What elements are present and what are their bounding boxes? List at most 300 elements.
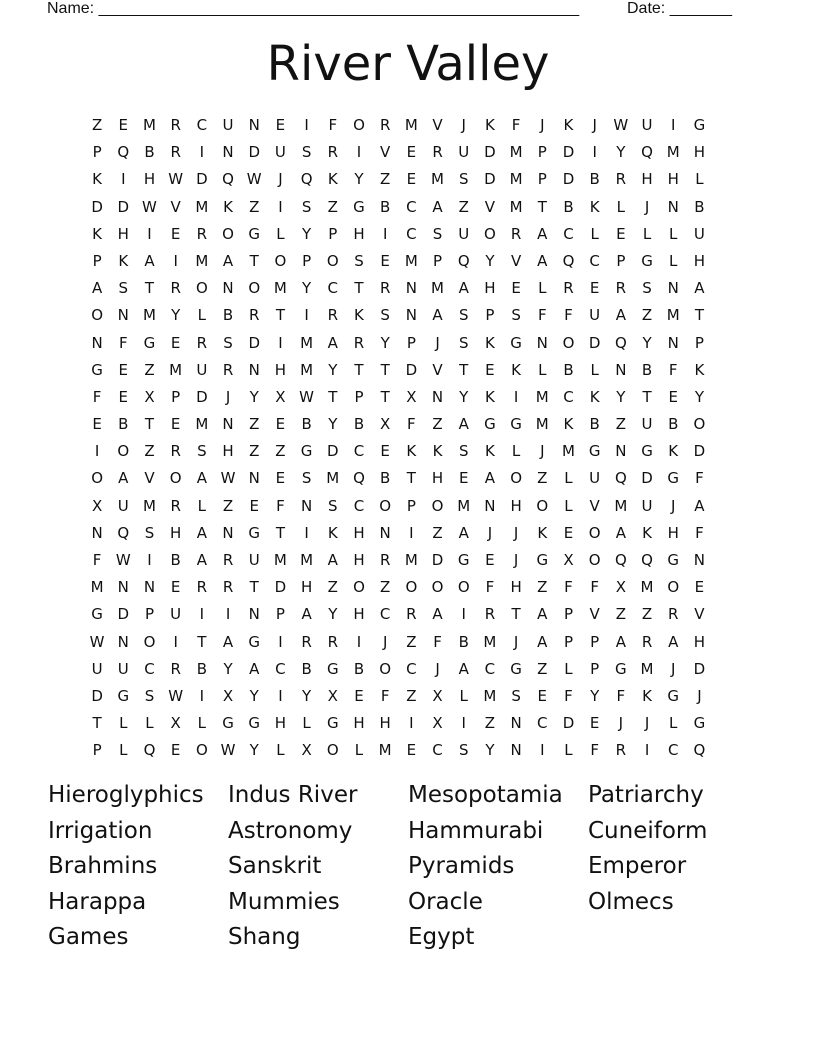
grid-cell[interactable]: H (143, 170, 156, 189)
grid-cell[interactable]: G (693, 116, 706, 134)
grid-cell[interactable]: M (195, 197, 209, 216)
grid-cell[interactable]: Z (222, 496, 234, 515)
grid-cell[interactable]: E (406, 143, 417, 162)
grid-cell[interactable]: G (248, 523, 261, 542)
grid-cell[interactable]: S (301, 469, 312, 488)
grid-cell[interactable]: Q (614, 333, 627, 352)
grid-cell[interactable]: S (511, 686, 521, 705)
grid-cell[interactable]: D (431, 551, 444, 569)
grid-cell[interactable]: K (432, 442, 443, 461)
grid-cell[interactable]: R (170, 116, 181, 134)
grid-cell[interactable]: S (511, 306, 521, 325)
grid-cell[interactable]: G (326, 714, 339, 733)
grid-cell[interactable]: L (642, 224, 652, 243)
grid-cell[interactable]: G (667, 551, 680, 569)
grid-cell[interactable]: Z (327, 578, 338, 597)
grid-cell[interactable]: H (510, 578, 522, 597)
grid-cell[interactable]: O (667, 578, 680, 597)
grid-cell[interactable]: K (484, 387, 495, 406)
grid-cell[interactable]: P (616, 251, 626, 270)
grid-cell[interactable]: I (199, 143, 205, 162)
grid-cell[interactable]: V (432, 360, 443, 379)
grid-cell[interactable]: N (91, 333, 103, 352)
grid-cell[interactable]: S (380, 306, 390, 325)
grid-cell[interactable]: S (458, 306, 469, 325)
grid-cell[interactable]: D (327, 442, 339, 461)
grid-cell[interactable]: P (328, 224, 338, 243)
grid-cell[interactable]: G (510, 415, 522, 434)
grid-cell[interactable]: P (92, 251, 102, 270)
grid-cell[interactable]: N (248, 116, 260, 134)
grid-cell[interactable]: G (588, 442, 601, 461)
grid-cell[interactable]: U (117, 659, 129, 678)
grid-cell[interactable]: O (431, 496, 444, 515)
grid-cell[interactable]: N (222, 279, 234, 298)
grid-cell[interactable]: T (275, 306, 285, 325)
grid-cell[interactable]: M (378, 741, 392, 760)
grid-cell[interactable]: D (196, 387, 208, 406)
grid-cell[interactable]: K (484, 116, 495, 134)
grid-cell[interactable]: X (275, 387, 286, 406)
grid-cell[interactable]: R (170, 279, 181, 298)
grid-cell[interactable]: I (461, 605, 466, 624)
grid-cell[interactable]: P (590, 659, 600, 678)
grid-cell[interactable]: U (248, 551, 260, 569)
grid-cell[interactable]: R (379, 279, 391, 298)
grid-cell[interactable]: D (562, 170, 575, 189)
grid-cell[interactable]: I (671, 116, 676, 134)
grid-cell[interactable]: G (353, 197, 365, 216)
grid-cell[interactable]: Y (249, 387, 259, 406)
grid-cell[interactable]: E (511, 279, 521, 298)
grid-cell[interactable]: Y (642, 333, 652, 352)
grid-cell[interactable]: O (195, 279, 208, 298)
grid-cell[interactable]: W (142, 197, 157, 216)
grid-cell[interactable]: C (379, 605, 391, 624)
grid-cell[interactable]: T (144, 279, 155, 298)
grid-cell[interactable]: J (461, 116, 466, 134)
grid-cell[interactable]: I (304, 116, 309, 134)
grid-cell[interactable]: T (642, 387, 652, 406)
grid-cell[interactable]: A (196, 469, 207, 488)
grid-cell[interactable]: R (406, 605, 417, 624)
grid-cell[interactable]: N (248, 360, 260, 379)
grid-cell[interactable]: V (380, 143, 391, 162)
grid-cell[interactable]: P (537, 143, 547, 162)
grid-cell[interactable]: A (196, 551, 207, 569)
grid-cell[interactable]: G (536, 551, 549, 569)
grid-cell[interactable]: W (89, 632, 105, 651)
grid-cell[interactable]: F (118, 333, 128, 352)
grid-cell[interactable]: C (196, 116, 208, 134)
grid-cell[interactable]: A (196, 523, 207, 542)
grid-cell[interactable]: H (353, 714, 365, 733)
grid-cell[interactable]: H (353, 224, 365, 243)
grid-cell[interactable]: C (353, 442, 365, 461)
grid-cell[interactable]: Z (458, 197, 469, 216)
grid-cell[interactable]: O (353, 578, 365, 597)
grid-cell[interactable]: Z (641, 306, 653, 325)
grid-cell[interactable]: L (590, 224, 599, 243)
grid-cell[interactable]: O (588, 551, 601, 569)
grid-cell[interactable]: D (693, 659, 706, 678)
grid-cell[interactable]: H (274, 714, 287, 733)
grid-cell[interactable]: T (406, 469, 416, 488)
grid-cell[interactable]: A (118, 469, 129, 488)
grid-cell[interactable]: B (694, 197, 705, 216)
grid-cell[interactable]: L (276, 224, 285, 243)
grid-cell[interactable]: S (328, 496, 338, 515)
grid-cell[interactable]: K (223, 197, 233, 216)
grid-cell[interactable]: Q (562, 251, 575, 270)
grid-cell[interactable]: Y (328, 415, 338, 434)
grid-cell[interactable]: M (404, 116, 418, 134)
grid-cell[interactable]: G (667, 469, 680, 488)
grid-cell[interactable]: I (173, 632, 178, 651)
grid-cell[interactable]: N (693, 551, 706, 569)
grid-cell[interactable]: K (92, 224, 103, 243)
grid-cell[interactable]: A (327, 333, 338, 352)
grid-cell[interactable]: J (487, 523, 493, 542)
grid-cell[interactable]: E (380, 442, 390, 461)
grid-cell[interactable]: Z (249, 442, 260, 461)
grid-cell[interactable]: Q (117, 143, 130, 162)
grid-cell[interactable]: Y (590, 686, 600, 705)
grid-cell[interactable]: E (275, 116, 286, 134)
grid-cell[interactable]: G (248, 714, 261, 733)
grid-cell[interactable]: U (458, 143, 470, 162)
grid-cell[interactable]: J (225, 387, 231, 406)
grid-cell[interactable]: W (246, 170, 262, 189)
grid-cell[interactable]: S (458, 333, 469, 352)
grid-cell[interactable]: L (197, 306, 207, 325)
grid-cell[interactable]: C (667, 741, 679, 760)
grid-cell[interactable]: I (513, 387, 519, 406)
grid-cell[interactable]: L (145, 714, 154, 733)
grid-cell[interactable]: B (118, 415, 129, 434)
grid-cell[interactable]: M (300, 333, 314, 352)
grid-cell[interactable]: E (170, 224, 181, 243)
grid-cell[interactable]: J (644, 714, 650, 733)
grid-cell[interactable]: I (94, 442, 100, 461)
grid-cell[interactable]: E (694, 578, 705, 597)
grid-cell[interactable]: E (275, 415, 286, 434)
grid-cell[interactable]: M (483, 686, 497, 705)
grid-cell[interactable]: X (222, 686, 234, 705)
grid-cell[interactable]: K (511, 360, 522, 379)
grid-cell[interactable]: M (169, 360, 183, 379)
grid-cell[interactable]: E (537, 686, 548, 705)
grid-cell[interactable]: M (404, 551, 418, 569)
date-field[interactable]: Date: _______ (627, 0, 732, 17)
grid-cell[interactable]: P (92, 741, 102, 760)
grid-cell[interactable]: M (273, 279, 287, 298)
grid-cell[interactable]: H (222, 442, 234, 461)
grid-cell[interactable]: K (642, 523, 652, 542)
grid-cell[interactable]: C (432, 741, 443, 760)
grid-cell[interactable]: X (380, 415, 391, 434)
grid-cell[interactable]: W (168, 686, 184, 705)
grid-cell[interactable]: O (536, 496, 549, 515)
grid-cell[interactable]: O (353, 116, 365, 134)
grid-cell[interactable]: Z (249, 197, 260, 216)
grid-cell[interactable]: G (667, 686, 680, 705)
grid-cell[interactable]: D (484, 143, 496, 162)
grid-cell[interactable]: O (510, 469, 522, 488)
grid-cell[interactable]: O (693, 415, 706, 434)
grid-cell[interactable]: W (299, 387, 315, 406)
name-field[interactable]: Name: ______________________________________________________ (47, 0, 580, 17)
grid-cell[interactable]: M (640, 578, 654, 597)
grid-cell[interactable]: P (433, 251, 443, 270)
grid-cell[interactable]: K (354, 306, 364, 325)
grid-cell[interactable]: R (379, 551, 391, 569)
grid-cell[interactable]: O (562, 333, 575, 352)
grid-cell[interactable]: B (196, 659, 207, 678)
grid-cell[interactable]: Y (616, 143, 626, 162)
grid-cell[interactable]: G (641, 442, 653, 461)
grid-cell[interactable]: P (563, 605, 573, 624)
grid-cell[interactable]: M (614, 496, 628, 515)
grid-cell[interactable]: R (170, 659, 181, 678)
grid-cell[interactable]: N (117, 632, 129, 651)
grid-cell[interactable]: S (144, 686, 155, 705)
grid-cell[interactable]: U (641, 116, 653, 134)
grid-cell[interactable]: E (170, 415, 181, 434)
grid-cell[interactable]: Q (614, 551, 627, 569)
grid-cell[interactable]: P (590, 632, 600, 651)
grid-cell[interactable]: I (147, 224, 152, 243)
grid-cell[interactable]: E (118, 360, 129, 379)
grid-cell[interactable]: V (589, 496, 600, 515)
grid-cell[interactable]: R (615, 170, 627, 189)
grid-cell[interactable]: J (435, 659, 440, 678)
grid-cell[interactable]: C (589, 251, 600, 270)
grid-cell[interactable]: X (144, 387, 155, 406)
grid-cell[interactable]: U (274, 143, 286, 162)
grid-cell[interactable]: J (513, 632, 519, 651)
grid-cell[interactable]: X (327, 686, 338, 705)
grid-cell[interactable]: A (484, 469, 496, 488)
grid-cell[interactable]: Y (223, 659, 233, 678)
grid-cell[interactable]: Z (484, 714, 496, 733)
grid-cell[interactable]: J (592, 116, 597, 134)
grid-cell[interactable]: O (117, 442, 130, 461)
grid-cell[interactable]: S (197, 442, 207, 461)
grid-cell[interactable]: N (248, 605, 260, 624)
grid-cell[interactable]: R (327, 143, 338, 162)
grid-cell[interactable]: V (484, 197, 496, 216)
grid-cell[interactable]: S (354, 251, 364, 270)
grid-cell[interactable]: Z (249, 415, 260, 434)
grid-cell[interactable]: B (589, 170, 600, 189)
grid-cell[interactable]: G (91, 605, 103, 624)
grid-cell[interactable]: E (92, 415, 102, 434)
grid-cell[interactable]: P (694, 333, 704, 352)
grid-cell[interactable]: L (302, 714, 311, 733)
grid-cell[interactable]: Y (485, 741, 495, 760)
grid-cell[interactable]: L (669, 714, 678, 733)
grid-cell[interactable]: M (90, 578, 104, 597)
grid-cell[interactable]: K (327, 170, 338, 189)
grid-cell[interactable]: K (589, 387, 600, 406)
grid-cell[interactable]: F (616, 686, 626, 705)
grid-cell[interactable]: U (693, 224, 705, 243)
grid-cell[interactable]: Z (327, 197, 338, 216)
grid-cell[interactable]: N (248, 469, 260, 488)
grid-cell[interactable]: T (354, 279, 364, 298)
grid-cell[interactable]: J (644, 197, 650, 216)
grid-cell[interactable]: H (431, 469, 444, 488)
grid-cell[interactable]: Z (380, 170, 391, 189)
grid-cell[interactable]: O (91, 306, 103, 325)
grid-cell[interactable]: B (589, 415, 600, 434)
grid-cell[interactable]: H (510, 496, 522, 515)
grid-cell[interactable]: I (409, 714, 414, 733)
grid-cell[interactable]: N (222, 523, 234, 542)
grid-cell[interactable]: L (197, 714, 207, 733)
grid-cell[interactable]: E (170, 333, 181, 352)
grid-cell[interactable]: Y (354, 170, 364, 189)
grid-cell[interactable]: M (509, 197, 523, 216)
grid-cell[interactable]: H (274, 360, 287, 379)
grid-cell[interactable]: H (693, 632, 706, 651)
grid-cell[interactable]: R (170, 143, 181, 162)
grid-cell[interactable]: L (119, 741, 128, 760)
grid-cell[interactable]: L (564, 469, 573, 488)
grid-cell[interactable]: R (222, 551, 234, 569)
grid-cell[interactable]: I (592, 143, 597, 162)
grid-cell[interactable]: N (222, 415, 234, 434)
grid-cell[interactable]: D (248, 333, 260, 352)
grid-cell[interactable]: D (91, 197, 103, 216)
grid-cell[interactable]: O (169, 469, 182, 488)
grid-cell[interactable]: X (91, 496, 103, 515)
grid-cell[interactable]: K (563, 415, 574, 434)
grid-cell[interactable]: S (458, 170, 469, 189)
grid-cell[interactable]: P (92, 143, 102, 162)
grid-cell[interactable]: I (382, 224, 388, 243)
grid-cell[interactable]: P (406, 333, 416, 352)
grid-cell[interactable]: E (118, 116, 129, 134)
grid-cell[interactable]: M (431, 170, 444, 189)
grid-cell[interactable]: M (300, 551, 314, 569)
grid-cell[interactable]: H (353, 551, 365, 569)
grid-cell[interactable]: B (641, 360, 653, 379)
grid-cell[interactable]: K (589, 197, 600, 216)
grid-cell[interactable]: Q (641, 143, 653, 162)
grid-cell[interactable]: H (641, 170, 653, 189)
grid-cell[interactable]: P (354, 387, 364, 406)
grid-cell[interactable]: P (485, 306, 495, 325)
grid-cell[interactable]: Q (143, 741, 156, 760)
grid-cell[interactable]: O (326, 251, 339, 270)
grid-cell[interactable]: C (406, 197, 417, 216)
grid-cell[interactable]: O (195, 741, 208, 760)
grid-cell[interactable]: G (248, 224, 261, 243)
grid-cell[interactable]: D (274, 578, 287, 597)
grid-cell[interactable]: N (667, 197, 679, 216)
grid-cell[interactable]: N (379, 523, 391, 542)
grid-cell[interactable]: H (379, 714, 391, 733)
grid-cell[interactable]: W (220, 469, 236, 488)
grid-cell[interactable]: S (458, 741, 469, 760)
grid-cell[interactable]: C (406, 659, 417, 678)
grid-cell[interactable]: I (121, 170, 126, 189)
grid-cell[interactable]: N (300, 496, 313, 515)
grid-cell[interactable]: G (510, 659, 522, 678)
grid-cell[interactable]: H (170, 523, 182, 542)
grid-cell[interactable]: C (563, 224, 574, 243)
grid-cell[interactable]: D (588, 333, 601, 352)
grid-cell[interactable]: C (537, 714, 548, 733)
grid-cell[interactable]: B (301, 659, 312, 678)
grid-cell[interactable]: R (563, 279, 574, 298)
grid-cell[interactable]: Z (144, 442, 155, 461)
grid-cell[interactable]: D (248, 143, 260, 162)
grid-cell[interactable]: I (461, 714, 466, 733)
grid-cell[interactable]: O (405, 578, 418, 597)
grid-cell[interactable]: G (300, 442, 313, 461)
grid-cell[interactable]: C (144, 659, 155, 678)
grid-cell[interactable]: M (640, 659, 654, 678)
grid-cell[interactable]: X (432, 686, 443, 705)
grid-cell[interactable]: M (535, 415, 549, 434)
grid-cell[interactable]: Y (459, 387, 469, 406)
grid-cell[interactable]: G (484, 415, 496, 434)
grid-cell[interactable]: F (590, 741, 599, 760)
grid-cell[interactable]: A (615, 306, 626, 325)
grid-cell[interactable]: U (170, 605, 182, 624)
grid-cell[interactable]: D (562, 143, 575, 162)
grid-cell[interactable]: K (668, 442, 679, 461)
grid-cell[interactable]: Z (537, 578, 548, 597)
grid-cell[interactable]: T (694, 306, 704, 325)
grid-cell[interactable]: W (168, 170, 184, 189)
grid-cell[interactable]: B (301, 415, 312, 434)
grid-cell[interactable]: E (354, 686, 364, 705)
grid-cell[interactable]: E (170, 578, 181, 597)
grid-cell[interactable]: Q (457, 251, 470, 270)
grid-cell[interactable]: K (92, 170, 103, 189)
grid-cell[interactable]: H (693, 143, 706, 162)
grid-cell[interactable]: U (117, 496, 129, 515)
grid-cell[interactable]: D (405, 360, 418, 379)
grid-cell[interactable]: A (458, 279, 469, 298)
grid-cell[interactable]: W (115, 551, 131, 569)
grid-cell[interactable]: V (432, 116, 443, 134)
grid-cell[interactable]: I (644, 741, 650, 760)
grid-cell[interactable]: Z (432, 523, 443, 542)
grid-cell[interactable]: A (615, 632, 626, 651)
grid-cell[interactable]: R (641, 632, 653, 651)
grid-cell[interactable]: X (432, 714, 443, 733)
grid-cell[interactable]: M (142, 496, 156, 515)
grid-cell[interactable]: B (380, 197, 391, 216)
grid-cell[interactable]: I (304, 306, 309, 325)
grid-cell[interactable]: U (222, 116, 234, 134)
grid-cell[interactable]: P (171, 387, 181, 406)
grid-cell[interactable]: U (91, 659, 103, 678)
grid-cell[interactable]: Z (615, 415, 626, 434)
grid-cell[interactable]: N (405, 279, 417, 298)
grid-cell[interactable]: J (671, 659, 676, 678)
grid-cell[interactable]: M (666, 306, 680, 325)
grid-cell[interactable]: A (537, 224, 548, 243)
grid-cell[interactable]: O (326, 741, 339, 760)
grid-cell[interactable]: A (694, 496, 705, 515)
grid-cell[interactable]: I (278, 686, 283, 705)
